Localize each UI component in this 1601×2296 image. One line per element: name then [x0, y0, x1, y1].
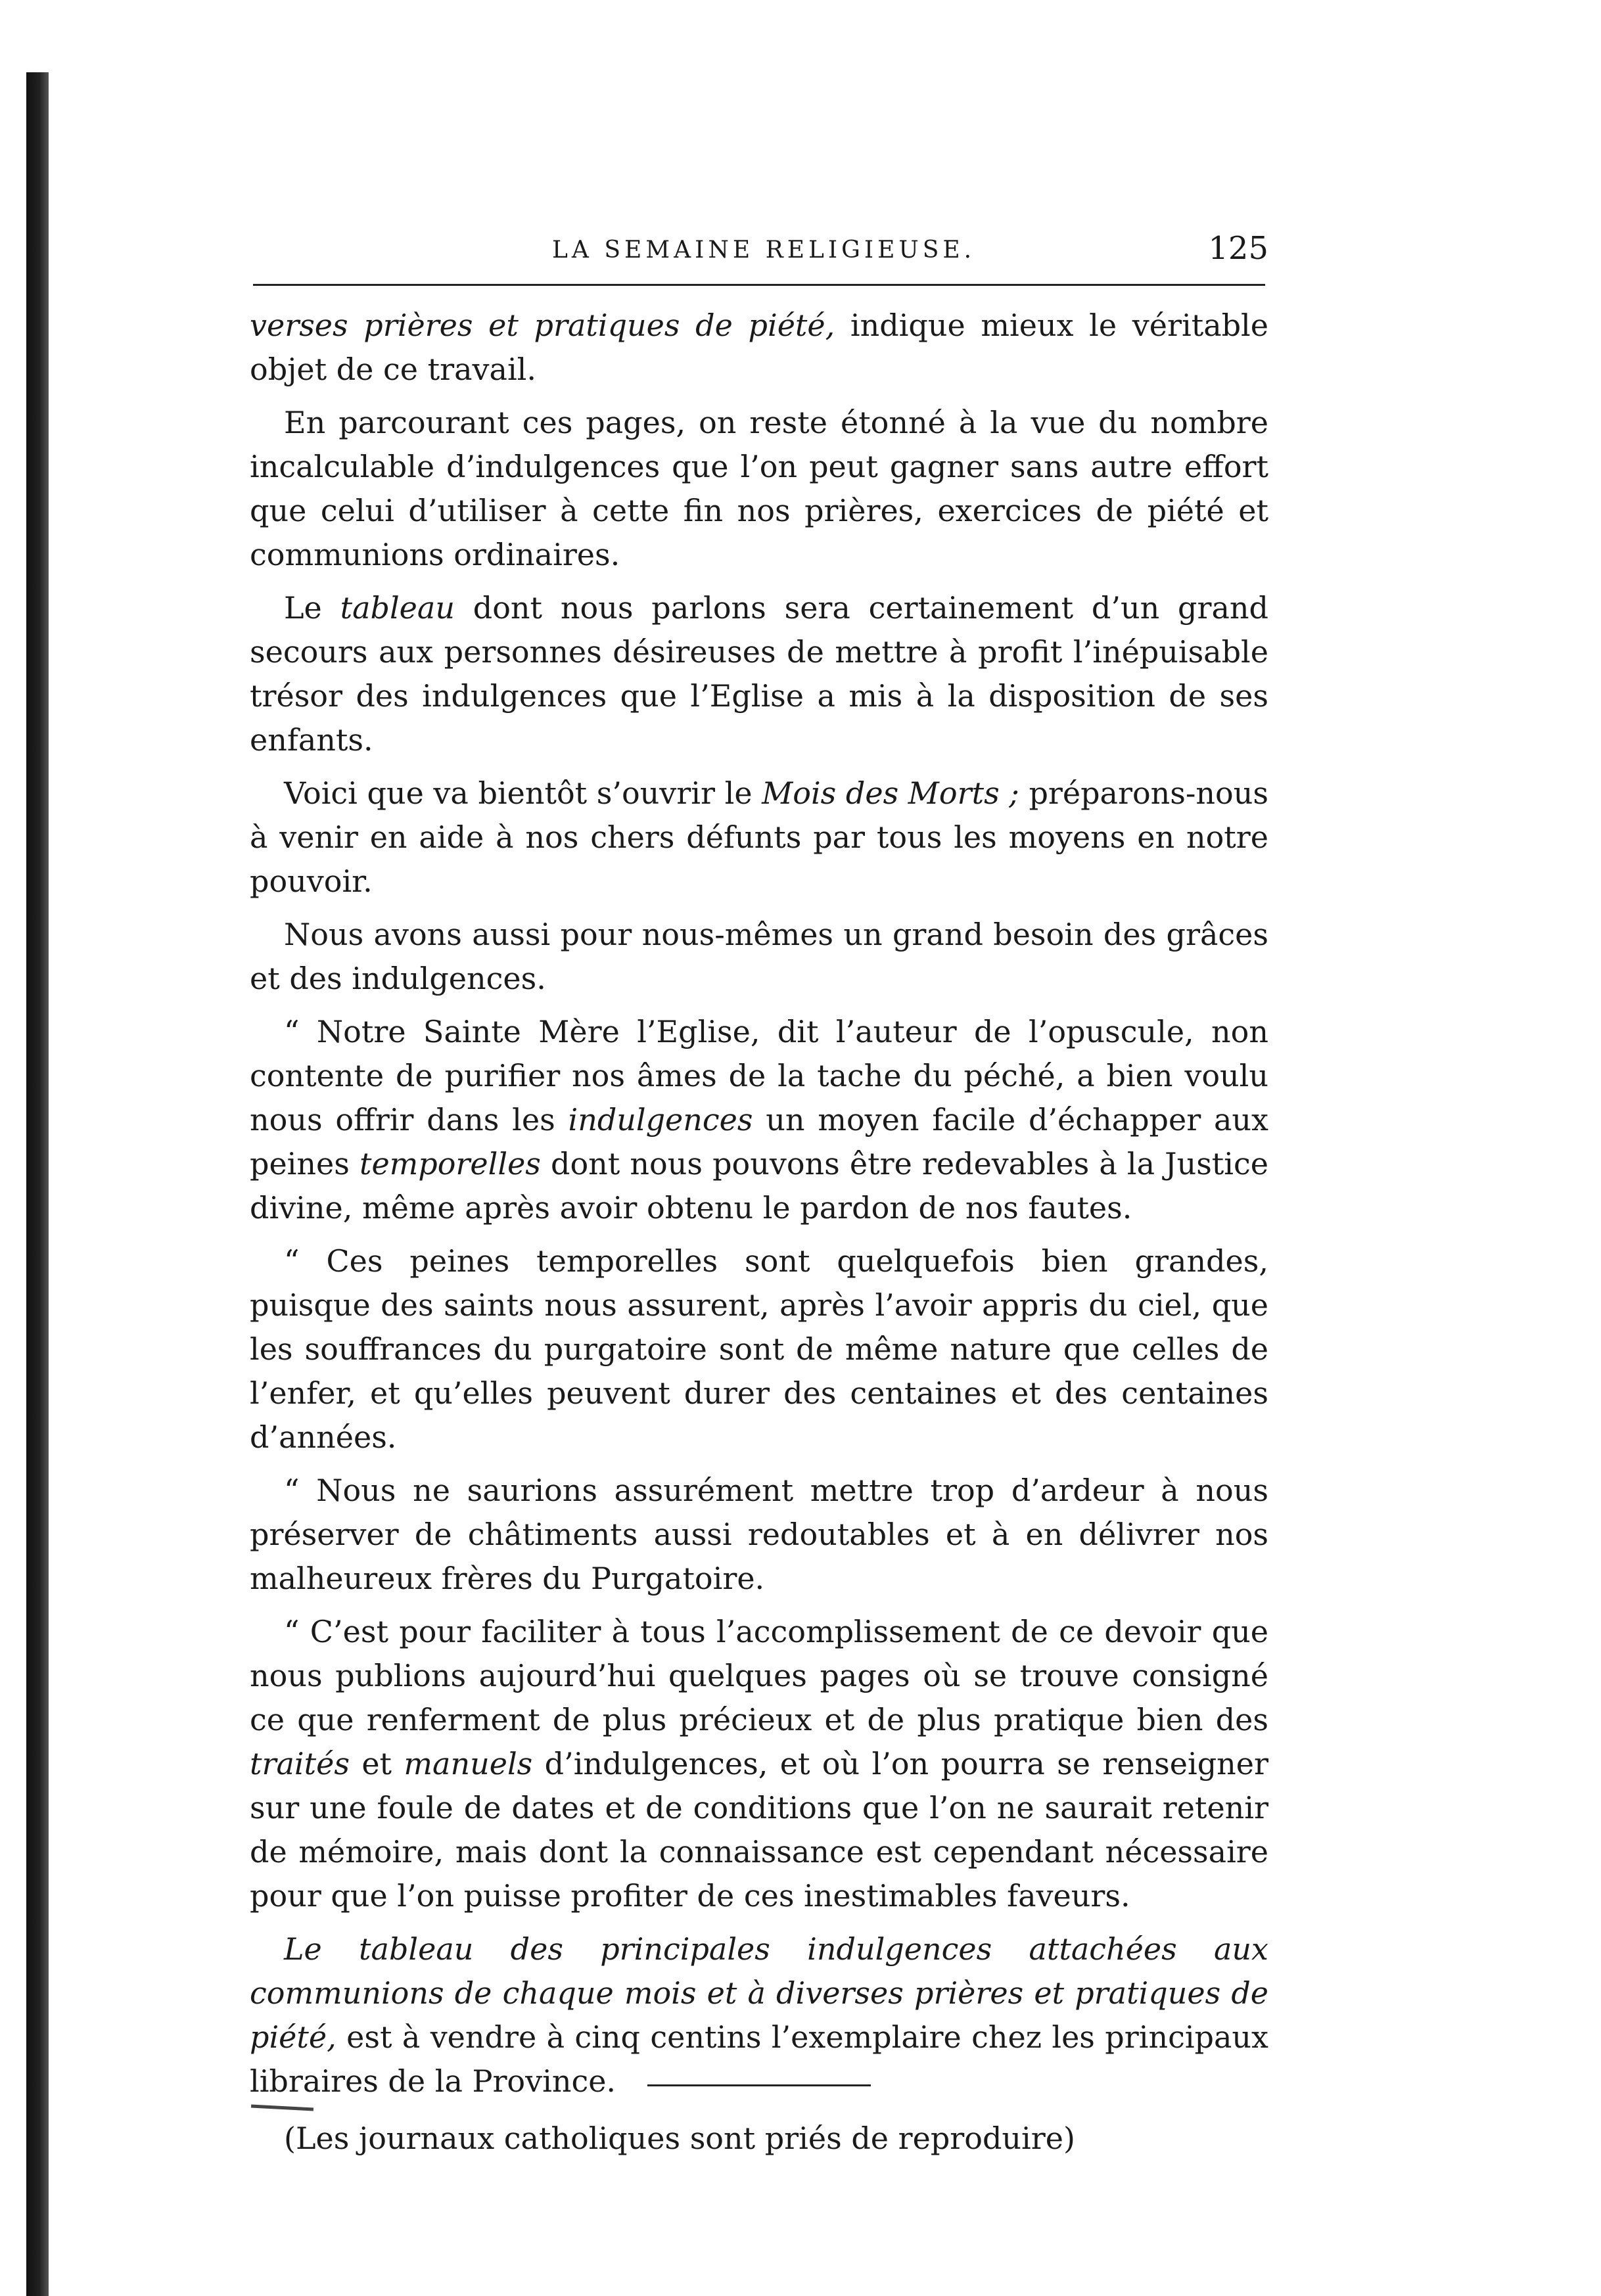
italic-phrase: temporelles: [359, 1146, 541, 1182]
italic-phrase: Mois des Morts ;: [762, 775, 1019, 811]
paragraph: En parcourant ces pages, on reste étonné à la vue du nombre incalculable d’indulgences que l’on peut gagner sans autre effort que celui d’utiliser à cette fin nos prières, exercices de piété et communions ordinaires.: [250, 405, 1268, 572]
page-header: [243, 230, 1268, 276]
italic-phrase: indulgences: [568, 1102, 753, 1137]
text-span: un moyen facile d’échapper aux peines: [250, 1102, 1268, 1182]
binding-edge: [26, 72, 49, 2296]
text-span: dont nous pouvons être redevables à la Justice divine, même après avoir obtenu le pardon de nos fautes.: [250, 1146, 1268, 1226]
text-span: “ C’est pour faciliter à tous l’accomplissement de ce devoir que nous publions aujourd’hui quelques pages où se trouve consigné ce que renferment de plus précieux et de plus pratique bien des: [250, 1614, 1268, 1737]
text-span: Voici que va bientôt s’ouvrir le: [284, 775, 762, 811]
text-span: et: [349, 1746, 404, 1781]
closing-note: (Les journaux catholiques sont priés de reproduire): [284, 2121, 1075, 2156]
quoted-paragraph: [250, 1610, 1268, 1918]
text-span: Le: [284, 590, 340, 626]
paragraph: [250, 771, 1268, 904]
text-span: est à vendre à cinq centins l’exemplaire chez les principaux libraires de la Province.: [250, 2019, 1268, 2099]
text-span: indique mieux le véritable objet de ce travail.: [250, 308, 1268, 387]
paragraph: [250, 1927, 1268, 2103]
paragraph: [250, 586, 1268, 762]
quoted-paragraph: [250, 1010, 1268, 1230]
italic-phrase: Le tableau des principales indulgences attachées aux communions de chaque mois et à diverses prières et pratiques de piété,: [250, 1931, 1268, 2055]
text-span: “ Notre Sainte Mère l’Eglise, dit l’auteur de l’opuscule, non contente de purifier nos âmes de la tache du péché, a bien voulu nous offrir dans les: [250, 1014, 1268, 1137]
italic-phrase: verses prières et pratiques de piété,: [250, 308, 835, 343]
running-title: LA SEMAINE RELIGIEUSE.: [552, 237, 976, 264]
quoted-paragraph: “ Ces peines temporelles sont quelquefois bien grandes, puisque des saints nous assurent, après l’avoir appris du ciel, que les souffrances du purgatoire sont de même nature que celles de l’enfer, et qu’elles peuvent durer des centaines et des centaines d’années.: [250, 1243, 1268, 1455]
page-number: 125: [1208, 230, 1268, 267]
italic-phrase: traités: [250, 1746, 350, 1781]
article-body: [250, 304, 1268, 2170]
paragraph-continuation: [250, 304, 1268, 392]
closing-rule: [647, 2084, 871, 2086]
header-rule: [253, 284, 1265, 286]
italic-phrase: tableau: [340, 590, 455, 626]
italic-phrase: manuels: [404, 1746, 533, 1781]
text-span: d’indulgences, et où l’on pourra se renseigner sur une foule de dates et de conditions que l’on ne saurait retenir de mémoire, mais dont la connaissance est cependant nécessaire pour que l’on puisse profiter de ces inestimables faveurs.: [250, 1746, 1268, 1914]
paragraph: Nous avons aussi pour nous-mêmes un grand besoin des grâces et des indulgences.: [250, 917, 1268, 996]
text-span: préparons-nous à venir en aide à nos chers défunts par tous les moyens en notre pouvoir.: [250, 775, 1268, 899]
quoted-paragraph: “ Nous ne saurions assurément mettre trop d’ardeur à nous préserver de châtiments aussi redoutables et à en délivrer nos malheureux frères du Purgatoire.: [250, 1473, 1268, 1596]
text-span: dont nous parlons sera certainement d’un grand secours aux personnes désireuses de mettre à profit l’inépuisable trésor des indulgences que l’Eglise a mis à la disposition de ses enfants.: [250, 590, 1268, 758]
